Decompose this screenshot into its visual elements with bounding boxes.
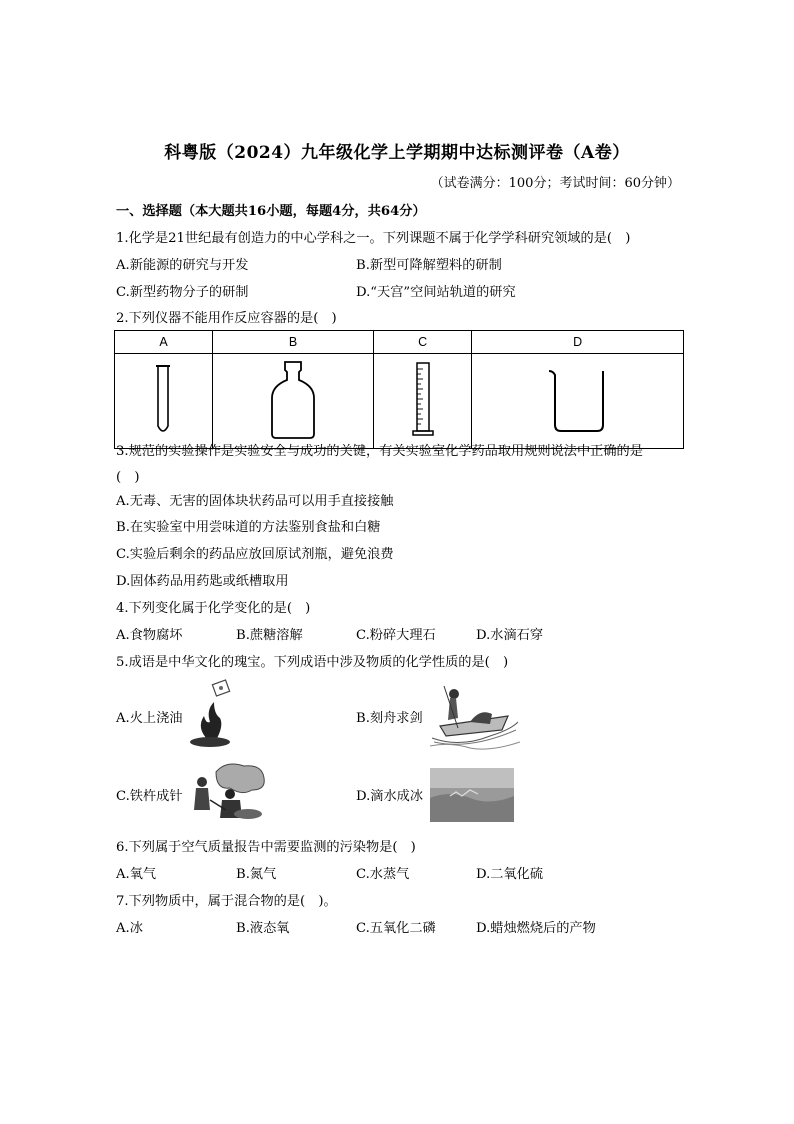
q6-option-c: C.水蒸气: [356, 867, 410, 882]
question-7-stem: 7.下列物质中，属于混合物的是( )。: [116, 894, 337, 909]
q1-option-c: C.新型药物分子的研制: [116, 285, 249, 300]
q2-header-c: C: [374, 331, 472, 354]
question-3-stem: 3.规范的实验操作是实验安全与成功的关键，有关实验室化学药品取用规则说法中正确的是: [116, 444, 643, 459]
q3-option-a: A.无毒、无害的固体块状药品可以用手直接接触: [116, 494, 394, 509]
reagent-bottle-icon: [268, 358, 318, 442]
ice-illustration: [430, 768, 514, 822]
q2-cell-d: [472, 354, 684, 449]
q6-option-d: D.二氧化硫: [476, 867, 544, 882]
q1-option-a: A.新能源的研究与开发: [116, 258, 249, 273]
fire-oil-illustration: [186, 678, 236, 750]
question-1-stem: 1.化学是21世纪最有创造力的中心学科之一。下列课题不属于化学学科研究领域的是( ): [116, 231, 631, 246]
question-2-stem: 2.下列仪器不能用作反应容器的是( ): [116, 311, 337, 326]
q6-option-b: B.氮气: [236, 867, 277, 882]
q5-option-a: A.火上浇油: [116, 711, 183, 726]
q5-option-b: B.刻舟求剑: [356, 711, 423, 726]
beaker-icon: [545, 365, 611, 435]
q2-cell-b: [212, 354, 373, 449]
q3-option-c: C.实验后剩余的药品应放回原试剂瓶，避免浪费: [116, 547, 394, 562]
q1-option-b: B.新型可降解塑料的研制: [356, 258, 502, 273]
q2-cell-c: [374, 354, 472, 449]
page-title: 科粤版（2024）九年级化学上学期期中达标测评卷（A卷）: [164, 143, 630, 163]
q2-header-b: B: [212, 331, 373, 354]
q6-option-a: A.氧气: [116, 867, 157, 882]
question-3-stem-cont: ( ): [116, 470, 140, 485]
question-5-stem: 5.成语是中华文化的瑰宝。下列成语中涉及物质的化学性质的是( ): [116, 655, 509, 670]
test-tube-icon: [148, 360, 178, 440]
q7-option-b: B.液态氧: [236, 921, 290, 936]
q5-option-d: D.滴水成冰: [356, 789, 424, 804]
q7-option-a: A.冰: [116, 921, 143, 936]
iron-pestle-illustration: [186, 760, 268, 822]
q2-apparatus-table: [114, 330, 684, 449]
q1-option-d: D.“天宫”空间站轨道的研究: [356, 285, 516, 300]
question-4-stem: 4.下列变化属于化学变化的是( ): [116, 601, 311, 616]
q4-option-b: B.蔗糖溶解: [236, 628, 303, 643]
q2-header-d: D: [472, 331, 684, 354]
q4-option-d: D.水滴石穿: [476, 628, 544, 643]
q4-option-a: A.食物腐坏: [116, 628, 183, 643]
q5-option-c: C.铁杵成针: [116, 789, 183, 804]
q7-option-c: C.五氧化二磷: [356, 921, 436, 936]
graduated-cylinder-icon: [408, 357, 438, 443]
q3-option-d: D.固体药品用药匙或纸槽取用: [116, 574, 289, 589]
question-6-stem: 6.下列属于空气质量报告中需要监测的污染物是( ): [116, 840, 416, 855]
boat-sword-illustration: [430, 678, 520, 750]
q2-cell-a: [115, 354, 213, 449]
q4-option-c: C.粉碎大理石: [356, 628, 436, 643]
exam-info: （试卷满分：100分；考试时间：60分钟）: [430, 176, 680, 191]
q2-header-a: A: [115, 331, 213, 354]
section-heading: 一、选择题（本大题共16小题，每题4分，共64分）: [116, 204, 426, 219]
q7-option-d: D.蜡烛燃烧后的产物: [476, 921, 596, 936]
q3-option-b: B.在实验室中用尝味道的方法鉴别食盐和白糖: [116, 520, 381, 535]
